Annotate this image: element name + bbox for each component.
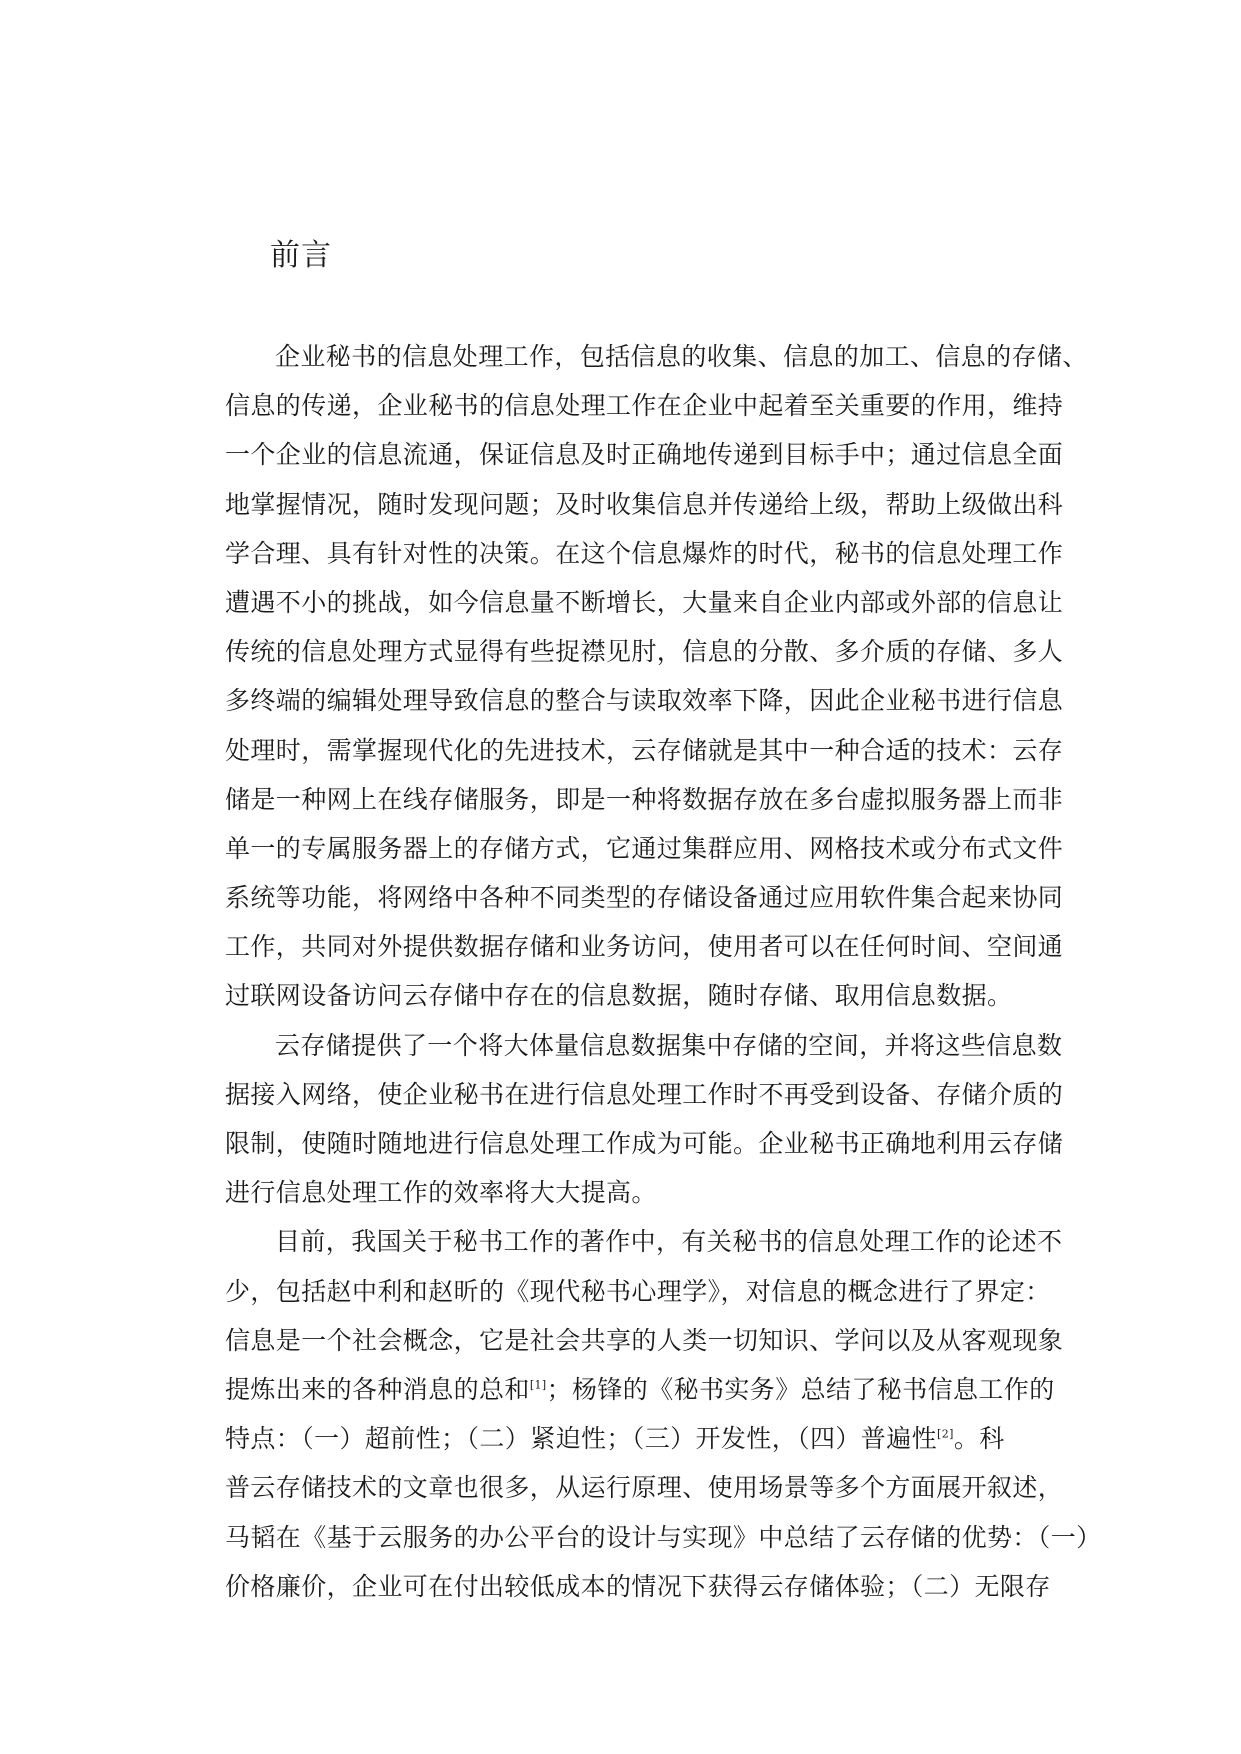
text-line (225, 430, 1064, 479)
text-line-content: 系统等功能，将网络中各种不同类型的存储设备通过应用软件集合起来协同 (225, 883, 1064, 913)
text-line (225, 1562, 1051, 1611)
text-line-content: 价格廉价，企业可在付出较低成本的情况下获得云存储体验；（二）无限存 (225, 1571, 1051, 1601)
text-line-content: 信息是一个社会概念，它是社会共享的人类一切知识、学问以及从客观现象 (225, 1325, 1064, 1355)
text-line (225, 1217, 1063, 1266)
text-line (225, 971, 1045, 1020)
text-line (225, 1168, 1045, 1217)
text-line (225, 1316, 1064, 1365)
text-line-content: 储是一种网上在线存储服务，即是一种将数据存放在多台虚拟服务器上而非 (225, 784, 1064, 814)
text-line (225, 1267, 1051, 1316)
text-line-content: 地掌握情况，随时发现问题；及时收集信息并传递给上级，帮助上级做出科 (225, 489, 1064, 519)
text-line (225, 480, 1064, 529)
text-line (225, 578, 1064, 627)
citation-mark: [1] (529, 1378, 547, 1392)
text-line (225, 1070, 1064, 1119)
section-heading: 前言 (270, 238, 332, 273)
text-line-content: 特点：（一）超前性；（二）紧迫性；（三）开发性，（四）普遍性 (225, 1424, 938, 1454)
citation-mark: [2] (937, 1427, 954, 1441)
text-line (225, 922, 1064, 971)
text-line (225, 529, 1064, 578)
text-line-content: 进行信息处理工作的效率将大大提高。 (225, 1178, 657, 1208)
text-line (225, 726, 1064, 775)
text-line (225, 1463, 1064, 1512)
text-line-content: 处理时，需掌握现代化的先进技术，云存储就是其中一种合适的技术：云存 (225, 735, 1064, 765)
text-line-content: 据接入网络，使企业秘书在进行信息处理工作时不再受到设备、存储介质的 (225, 1079, 1064, 1109)
text-line-content: 普云存储技术的文章也很多，从运行原理、使用场景等多个方面展开叙述， (225, 1473, 1064, 1503)
text-line-content: 限制，使随时随地进行信息处理工作成为可能。企业秘书正确地利用云存储 (225, 1129, 1064, 1158)
text-line-content: 过联网设备访问云存储中存在的信息数据，随时存储、取用信息数据。 (225, 981, 1013, 1011)
text-line (225, 1119, 1064, 1168)
text-line (225, 676, 1064, 725)
text-line-content: 工作，共同对外提供数据存储和业务访问，使用者可以在任何时间、空间通 (225, 932, 1064, 962)
text-line (225, 1513, 1102, 1562)
text-line-continuation: ；杨锋的《秘书实务》总结了秘书信息工作的 (546, 1374, 1055, 1404)
text-line-content: 多终端的编辑处理导致信息的整合与读取效率下降，因此企业秘书进行信息 (225, 686, 1064, 716)
text-line-content: 云存储提供了一个将大体量信息数据集中存储的空间，并将这些信息数 (275, 1030, 1063, 1060)
text-line-content: 遭遇不小的挑战，如今信息量不断增长，大量来自企业内部或外部的信息让 (225, 587, 1064, 617)
text-line-content: 企业秘书的信息处理工作，包括信息的收集、信息的加工、信息的存储、 (275, 342, 1088, 371)
text-line (225, 332, 1088, 381)
text-line (225, 1365, 1055, 1414)
text-line (225, 775, 1064, 824)
text-line-content: 单一的专属服务器上的存储方式，它通过集群应用、网格技术或分布式文件 (225, 833, 1064, 863)
text-line-content: 信息的传递，企业秘书的信息处理工作在企业中起着至关重要的作用，维持 (225, 391, 1064, 421)
text-line-content: 传统的信息处理方式显得有些捉襟见肘，信息的分散、多介质的存储、多人 (225, 637, 1064, 667)
text-line-content: 马韬在《基于云服务的办公平台的设计与实现》中总结了云存储的优势：（一） (225, 1522, 1102, 1552)
text-line-content: 一个企业的信息流通，保证信息及时正确地传递到目标手中；通过信息全面 (225, 440, 1064, 470)
text-line (225, 873, 1064, 922)
text-line-content: 少，包括赵中利和赵昕的《现代秘书心理学》，对信息的概念进行了界定： (225, 1276, 1051, 1306)
text-line-content: 学合理、具有针对性的决策。在这个信息爆炸的时代，秘书的信息处理工作 (225, 538, 1064, 568)
body-text (225, 332, 1102, 1611)
text-line (225, 381, 1064, 430)
text-line (225, 1414, 1045, 1463)
text-line-content: 目前，我国关于秘书工作的著作中，有关秘书的信息处理工作的论述不 (275, 1227, 1063, 1257)
text-line-content: 提炼出来的各种消息的总和 (225, 1374, 530, 1404)
text-line (225, 824, 1064, 873)
text-line (225, 627, 1064, 676)
text-line (225, 1021, 1063, 1070)
text-line-continuation: 。科 (953, 1424, 1005, 1454)
